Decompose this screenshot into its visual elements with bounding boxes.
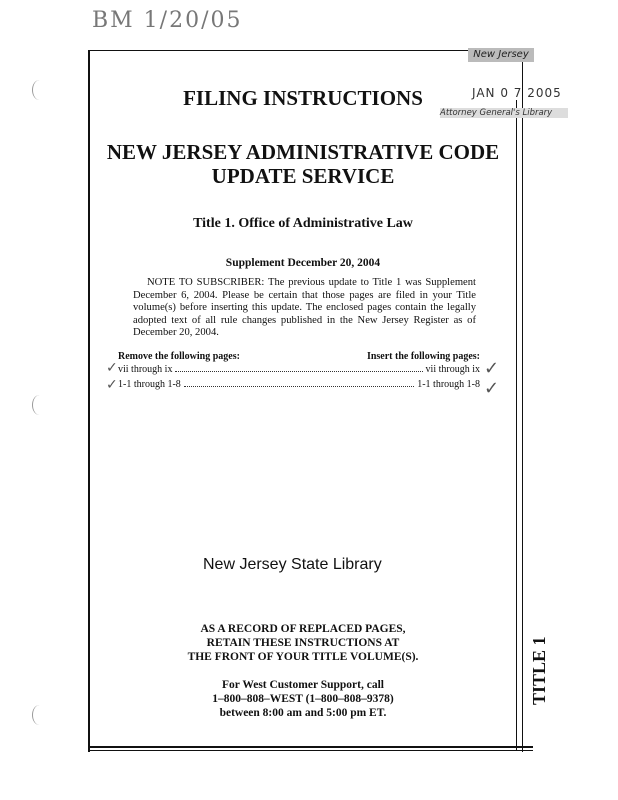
insert-pages-header: Insert the following pages:: [366, 351, 480, 362]
binder-hole-bottom: [32, 705, 47, 725]
remove-pages-value: vii through ix: [118, 364, 173, 375]
subscriber-note: NOTE TO SUBSCRIBER: The previous update to Title 1 was Supplement December 6, 2004. Please be certain that those pages are filed in your Title volume(s) before inserting this update. The enclosed pages contain the legally adopted text of all rule changes published in the New Jersey Register as of December 20, 2004.: [133, 277, 476, 339]
stamp-library-label: Attorney General's Library: [440, 108, 568, 118]
page-title: FILING INSTRUCTIONS: [183, 86, 423, 110]
remove-pages-header: Remove the following pages:: [118, 351, 240, 362]
binder-hole-middle: [32, 395, 47, 415]
checkmark-icon: ✓: [484, 378, 500, 399]
record-notice-line-2: RETAIN THESE INSTRUCTIONS AT: [206, 637, 400, 649]
frame-top-border: [88, 50, 533, 51]
title-tab-label: TITLE 1: [529, 636, 549, 705]
record-notice-line-3: THE FRONT OF YOUR TITLE VOLUME(S).: [187, 651, 419, 663]
support-line-1: For West Customer Support, call: [222, 679, 384, 691]
remove-pages-value: 1-1 through 1-8: [118, 379, 181, 390]
support-hours: between 8:00 am and 5:00 pm ET.: [219, 707, 387, 719]
title-subject: Title 1. Office of Administrative Law: [193, 216, 413, 231]
stamp-library-name: New Jersey: [468, 48, 534, 62]
table-row: [118, 364, 480, 375]
checkmark-icon: ✓: [106, 360, 118, 376]
leader-dots: [184, 379, 414, 387]
stamp-date: JAN 0 7 2005: [472, 86, 562, 100]
checkmark-icon: ✓: [484, 358, 500, 379]
insert-pages-value: 1-1 through 1-8: [417, 379, 480, 390]
handwritten-note: BM 1/20/05: [92, 8, 243, 33]
leader-dots: [175, 364, 422, 372]
table-row: [118, 379, 480, 390]
code-title-line-1: NEW JERSEY ADMINISTRATIVE CODE: [106, 140, 500, 164]
insert-pages-value: vii through ix: [425, 364, 480, 375]
record-notice-line-1: AS A RECORD OF REPLACED PAGES,: [200, 623, 406, 635]
support-phone: 1–800–808–WEST (1–800–808–9378): [212, 693, 394, 705]
code-title-line-2: UPDATE SERVICE: [211, 164, 395, 188]
binder-hole-top: [32, 80, 47, 100]
frame-bottom-border: [88, 746, 533, 748]
pages-table-header: [118, 351, 480, 362]
frame-bottom-border-inner: [88, 750, 533, 751]
checkmark-icon: ✓: [106, 377, 118, 393]
supplement-date: Supplement December 20, 2004: [225, 257, 381, 269]
frame-right-border: [522, 50, 523, 752]
library-stamp: New Jersey State Library: [203, 556, 382, 573]
